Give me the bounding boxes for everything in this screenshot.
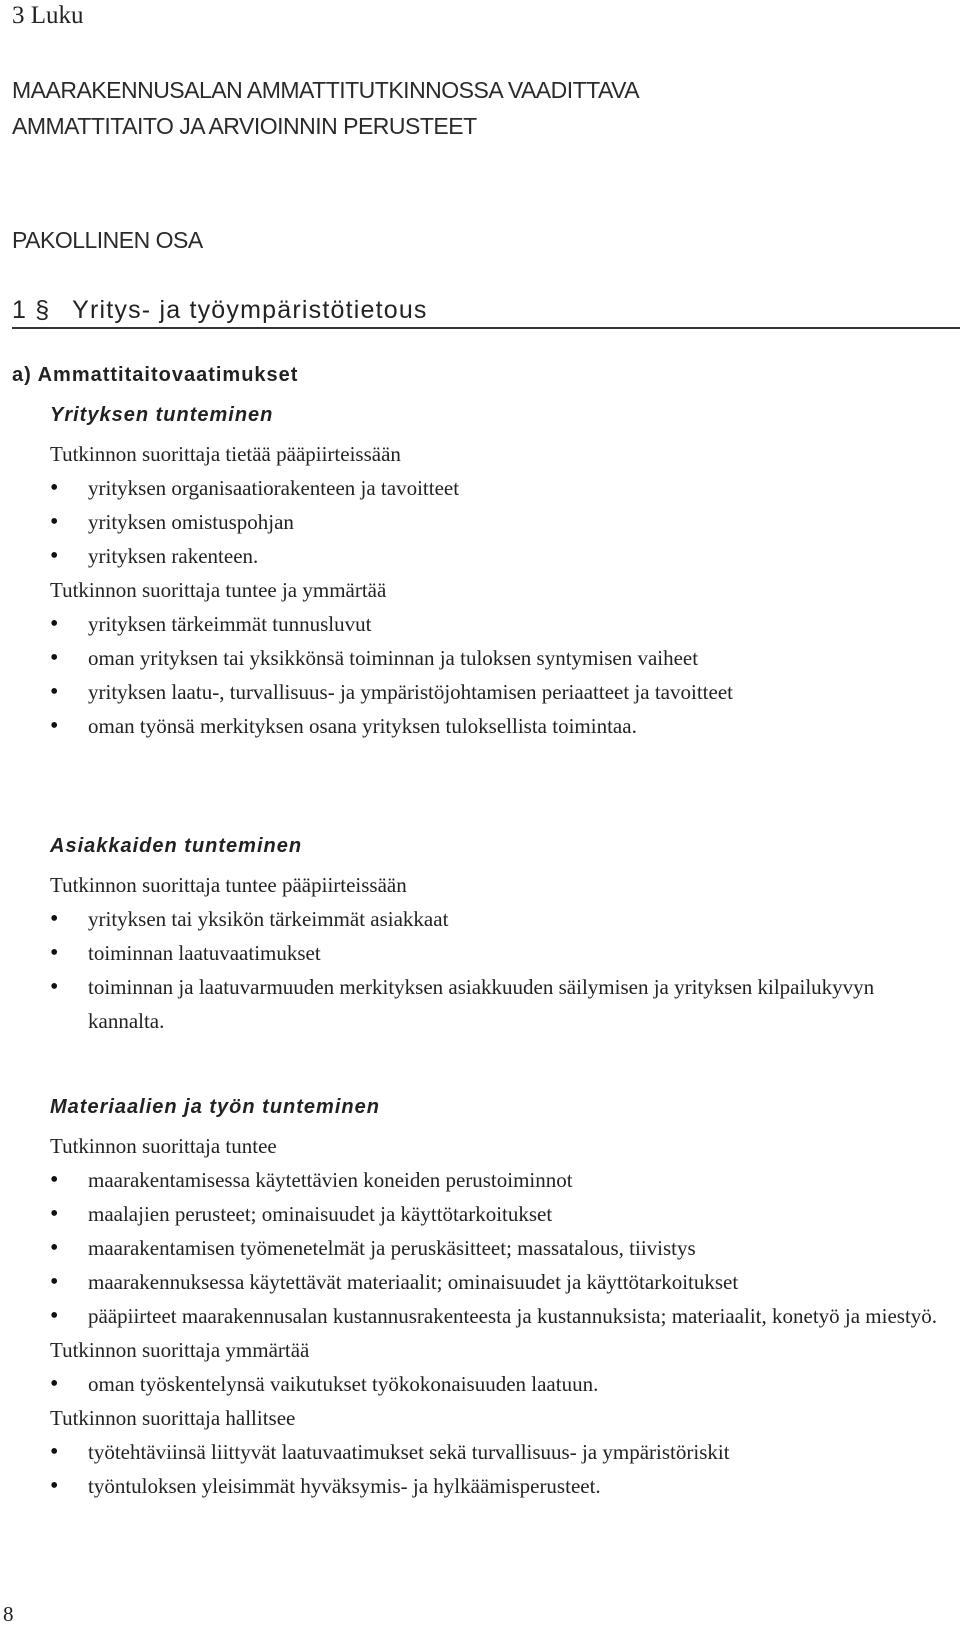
bullet-list (50, 607, 950, 743)
intro-text: Tutkinnon suorittaja tuntee pääpiirteissään (50, 873, 407, 897)
block-materiaalien-ja-tyon-tunteminen (50, 1093, 950, 1503)
list-item: • oman työskentelynsä vaikutukset työkokonaisuuden laatuun. (50, 1367, 950, 1401)
list-item: • maarakentamisessa käytettävien koneiden perustoiminnot (50, 1163, 950, 1197)
section-number: 1 (12, 296, 28, 324)
intro-text: Tutkinnon suorittaja ymmärtää (50, 1338, 310, 1362)
bullet-list (50, 902, 950, 1038)
title-line: AMMATTITAITO JA ARVIOINNIN PERUSTEET (12, 113, 477, 139)
bullet-list (50, 1435, 950, 1503)
list-item: • maarakentamisen työmenetelmät ja peruskäsitteet; massatalous, tiivistys (50, 1231, 950, 1265)
bullet-list (50, 471, 950, 573)
list-item: • oman työnsä merkityksen osana yrityksen tuloksellista toimintaa. (50, 709, 950, 743)
list-item: • toiminnan laatuvaatimukset (50, 936, 950, 970)
subsection-heading: a) Ammattitaitovaatimukset (12, 364, 299, 386)
document-title (12, 72, 932, 144)
topic-heading: Materiaalien ja työn tunteminen (50, 1096, 380, 1118)
list-item: • maalajien perusteet; ominaisuudet ja käyttötarkoitukset (50, 1197, 950, 1231)
bullet-list (50, 1367, 950, 1401)
page-number: 8 (3, 1602, 14, 1626)
list-item: • yrityksen tärkeimmät tunnusluvut (50, 607, 950, 641)
list-item: • pääpiirteet maarakennusalan kustannusrakenteesta ja kustannuksista; materiaalit, konetyö ja miestyö. (50, 1299, 950, 1333)
chapter-label: 3 Luku (12, 2, 84, 29)
bullet-list (50, 1163, 950, 1333)
list-item: • työtehtäviinsä liittyvät laatuvaatimukset sekä turvallisuus- ja ympäristöriskit (50, 1435, 950, 1469)
list-item: • yrityksen organisaatiorakenteen ja tavoitteet (50, 471, 950, 505)
section-heading (12, 293, 960, 329)
list-item: • yrityksen rakenteen. (50, 539, 950, 573)
intro-text: Tutkinnon suorittaja hallitsee (50, 1406, 296, 1430)
list-item: • yrityksen laatu-, turvallisuus- ja ympäristöjohtamisen periaatteet ja tavoitteet (50, 675, 950, 709)
list-item: • oman yrityksen tai yksikkönsä toiminnan ja tuloksen syntymisen vaiheet (50, 641, 950, 675)
list-item: • yrityksen omistuspohjan (50, 505, 950, 539)
list-item: • toiminnan ja laatuvarmuuden merkityksen asiakkuuden säilymisen ja yrityksen kilpailukyvyn kannalta. (50, 970, 950, 1038)
block-yrityksen-tunteminen (50, 401, 950, 743)
topic-heading: Asiakkaiden tunteminen (50, 835, 303, 857)
intro-text: Tutkinnon suorittaja tietää pääpiirteissään (50, 442, 401, 466)
title-line: MAARAKENNUSALAN AMMATTITUTKINNOSSA VAADITTAVA (12, 77, 640, 103)
section-title: Yritys- ja työympäristötietous (72, 296, 428, 324)
part-title: PAKOLLINEN OSA (12, 227, 203, 253)
intro-text: Tutkinnon suorittaja tuntee (50, 1134, 277, 1158)
list-item: • maarakennuksessa käytettävät materiaalit; ominaisuudet ja käyttötarkoitukset (50, 1265, 950, 1299)
list-item: • työntuloksen yleisimmät hyväksymis- ja hylkäämisperusteet. (50, 1469, 950, 1503)
intro-text: Tutkinnon suorittaja tuntee ja ymmärtää (50, 578, 387, 602)
section-symbol: § (35, 296, 51, 324)
topic-heading: Yrityksen tunteminen (50, 404, 274, 426)
block-asiakkaiden-tunteminen (50, 832, 950, 1038)
list-item: • yrityksen tai yksikön tärkeimmät asiakkaat (50, 902, 950, 936)
